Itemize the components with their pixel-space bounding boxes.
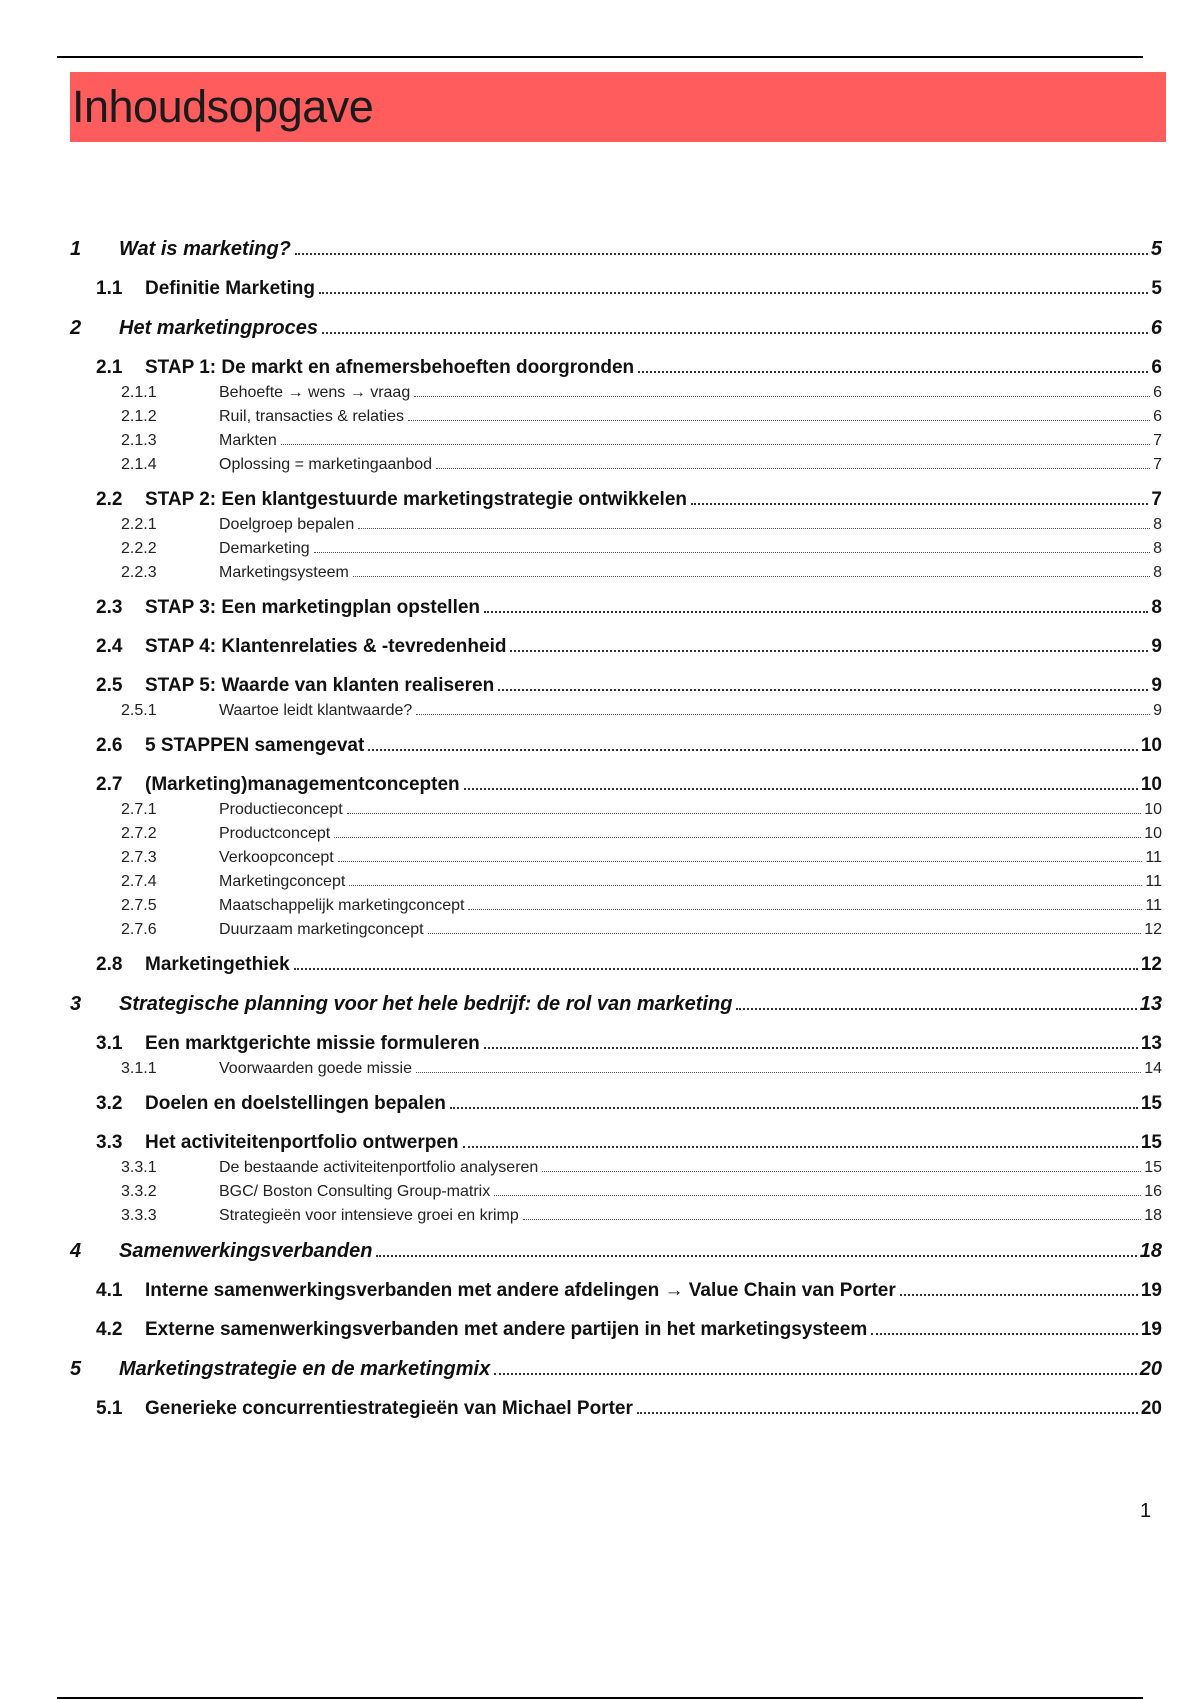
toc-entry[interactable] bbox=[70, 1358, 1162, 1389]
toc-entry-number: 3.3.3 bbox=[121, 1207, 157, 1224]
toc-entry-page: 10 bbox=[1140, 735, 1162, 756]
toc-dot-leader bbox=[542, 1171, 1141, 1172]
toc-entry[interactable] bbox=[70, 675, 1162, 705]
toc-entry-page: 8 bbox=[1153, 564, 1162, 581]
toc-entry-title: Ruil, transacties & relaties bbox=[219, 408, 404, 425]
toc-entry[interactable] bbox=[70, 825, 1162, 849]
toc-dot-leader bbox=[736, 1008, 1136, 1010]
toc-entry-number: 2.7.1 bbox=[121, 801, 157, 818]
toc-entry-title: Productieconcept bbox=[219, 801, 343, 818]
toc-entry-title: Marketingethiek bbox=[145, 954, 290, 975]
toc-entry[interactable] bbox=[70, 1093, 1162, 1123]
toc-entry-title: Productconcept bbox=[219, 825, 331, 842]
toc-dot-leader bbox=[353, 576, 1150, 577]
toc-entry-title: Behoefte → wens → vraag bbox=[219, 384, 411, 401]
toc-entry-page: 19 bbox=[1140, 1319, 1162, 1340]
toc-dot-leader bbox=[349, 885, 1142, 886]
toc-entry-number: 2.5.1 bbox=[121, 702, 157, 719]
table-of-contents bbox=[70, 238, 1162, 1428]
toc-entry-number: 2.1.3 bbox=[121, 432, 157, 449]
toc-entry-page: 15 bbox=[1144, 1159, 1162, 1176]
toc-entry-title: Een marktgerichte missie formuleren bbox=[145, 1033, 480, 1054]
toc-entry-page: 5 bbox=[1150, 238, 1162, 260]
toc-dot-leader bbox=[295, 253, 1148, 255]
toc-entry-number: 2.7.5 bbox=[121, 897, 157, 914]
toc-entry-title: Marketingsysteem bbox=[219, 564, 349, 581]
toc-entry[interactable] bbox=[70, 489, 1162, 519]
toc-dot-leader bbox=[498, 689, 1148, 691]
toc-entry-page: 6 bbox=[1153, 384, 1162, 401]
toc-dot-leader bbox=[408, 420, 1150, 421]
toc-dot-leader bbox=[436, 468, 1150, 469]
title-banner bbox=[70, 72, 1166, 142]
toc-entry-page: 7 bbox=[1153, 432, 1162, 449]
toc-entry-page: 7 bbox=[1153, 456, 1162, 473]
toc-entry-number: 2.5 bbox=[96, 675, 123, 696]
toc-entry-page: 10 bbox=[1144, 801, 1162, 818]
toc-entry[interactable] bbox=[70, 238, 1162, 269]
toc-dot-leader bbox=[494, 1195, 1141, 1196]
toc-entry-title: Interne samenwerkingsverbanden met andere afdelingen → Value Chain van Porter bbox=[145, 1280, 896, 1301]
toc-entry-number: 4.2 bbox=[96, 1319, 123, 1340]
toc-dot-leader bbox=[638, 371, 1148, 373]
toc-entry-title: Strategische planning voor het hele bedrijf: de rol van marketing bbox=[119, 993, 733, 1015]
toc-entry-title: Doelen en doelstellingen bepalen bbox=[145, 1093, 446, 1114]
toc-entry-page: 20 bbox=[1140, 1398, 1162, 1419]
toc-entry[interactable] bbox=[70, 993, 1162, 1024]
toc-entry-title: Definitie Marketing bbox=[145, 278, 315, 299]
toc-dot-leader bbox=[347, 813, 1142, 814]
toc-entry[interactable] bbox=[70, 897, 1162, 921]
toc-entry-page: 15 bbox=[1140, 1093, 1162, 1114]
toc-entry-number: 3.2 bbox=[96, 1093, 123, 1114]
toc-entry[interactable] bbox=[70, 540, 1162, 564]
toc-entry[interactable] bbox=[70, 1207, 1162, 1231]
toc-dot-leader bbox=[484, 1047, 1138, 1049]
toc-dot-leader bbox=[322, 332, 1148, 334]
toc-dot-leader bbox=[358, 528, 1150, 529]
toc-entry-page: 15 bbox=[1140, 1132, 1162, 1153]
page-title: Inhoudsopgave bbox=[72, 81, 374, 132]
toc-entry[interactable] bbox=[70, 432, 1162, 456]
toc-entry[interactable] bbox=[70, 1183, 1162, 1207]
toc-entry[interactable] bbox=[70, 1060, 1162, 1084]
toc-entry[interactable] bbox=[70, 1319, 1162, 1349]
toc-dot-leader bbox=[468, 909, 1142, 910]
toc-dot-leader bbox=[319, 292, 1148, 294]
toc-entry[interactable] bbox=[70, 873, 1162, 897]
toc-entry-number: 4.1 bbox=[96, 1280, 123, 1301]
toc-entry[interactable] bbox=[70, 1398, 1162, 1428]
toc-entry[interactable] bbox=[70, 1240, 1162, 1271]
toc-entry-page: 13 bbox=[1140, 1033, 1162, 1054]
toc-entry-number: 2.2.1 bbox=[121, 516, 157, 533]
toc-dot-leader bbox=[523, 1219, 1141, 1220]
toc-entry-page: 18 bbox=[1139, 1240, 1162, 1262]
toc-entry-title: Wat is marketing? bbox=[119, 238, 291, 260]
toc-entry-number: 3.3 bbox=[96, 1132, 123, 1153]
toc-entry-number: 2.6 bbox=[96, 735, 123, 756]
toc-dot-leader bbox=[637, 1412, 1138, 1414]
toc-entry[interactable] bbox=[70, 384, 1162, 408]
toc-entry[interactable] bbox=[70, 774, 1162, 804]
toc-entry-page: 20 bbox=[1139, 1358, 1162, 1380]
toc-entry-title: Het activiteitenportfolio ontwerpen bbox=[145, 1132, 459, 1153]
toc-entry-number: 2.7.2 bbox=[121, 825, 157, 842]
toc-entry[interactable] bbox=[70, 954, 1162, 984]
toc-entry-page: 9 bbox=[1153, 702, 1162, 719]
toc-entry-page: 8 bbox=[1151, 597, 1162, 618]
toc-entry-page: 11 bbox=[1145, 849, 1162, 866]
toc-entry[interactable] bbox=[70, 849, 1162, 873]
toc-entry-number: 2.7.3 bbox=[121, 849, 157, 866]
toc-dot-leader bbox=[428, 933, 1142, 934]
toc-entry-title: Maatschappelijk marketingconcept bbox=[219, 897, 465, 914]
toc-entry-title: STAP 5: Waarde van klanten realiseren bbox=[145, 675, 495, 696]
toc-entry-number: 3.3.1 bbox=[121, 1159, 157, 1176]
toc-entry-title: Verkoopconcept bbox=[219, 849, 334, 866]
toc-entry[interactable] bbox=[70, 278, 1162, 308]
toc-entry-number: 2.1 bbox=[96, 357, 123, 378]
toc-entry-page: 6 bbox=[1151, 357, 1162, 378]
toc-entry-page: 7 bbox=[1151, 489, 1162, 510]
toc-entry-number: 2.2.3 bbox=[121, 564, 157, 581]
toc-entry[interactable] bbox=[70, 702, 1162, 726]
toc-entry-number: 3.3.2 bbox=[121, 1183, 157, 1200]
toc-entry-number: 3.1 bbox=[96, 1033, 123, 1054]
toc-dot-leader bbox=[368, 749, 1138, 751]
toc-entry-number: 2.2.2 bbox=[121, 540, 157, 557]
toc-entry-page: 12 bbox=[1144, 921, 1162, 938]
toc-entry-page: 19 bbox=[1140, 1280, 1162, 1301]
toc-entry-title: Samenwerkingsverbanden bbox=[119, 1240, 373, 1262]
toc-entry[interactable] bbox=[70, 1159, 1162, 1183]
toc-entry[interactable] bbox=[70, 408, 1162, 432]
toc-entry-title: STAP 1: De markt en afnemersbehoeften doorgronden bbox=[145, 357, 635, 378]
toc-entry-page: 12 bbox=[1140, 954, 1162, 975]
top-rule bbox=[57, 56, 1143, 58]
toc-entry-title: Doelgroep bepalen bbox=[219, 516, 355, 533]
toc-entry-title: De bestaande activiteitenportfolio analyseren bbox=[219, 1159, 539, 1176]
toc-entry-number: 2.1.1 bbox=[121, 384, 157, 401]
toc-entry-number: 2.8 bbox=[96, 954, 123, 975]
toc-entry-page: 16 bbox=[1144, 1183, 1162, 1200]
toc-entry-page: 8 bbox=[1153, 516, 1162, 533]
toc-entry-page: 5 bbox=[1151, 278, 1162, 299]
toc-entry-page: 8 bbox=[1153, 540, 1162, 557]
toc-dot-leader bbox=[294, 968, 1138, 970]
toc-entry-title: Voorwaarden goede missie bbox=[219, 1060, 413, 1077]
toc-entry-page: 10 bbox=[1140, 774, 1162, 795]
toc-entry-title: (Marketing)managementconcepten bbox=[145, 774, 460, 795]
toc-entry-page: 13 bbox=[1139, 993, 1162, 1015]
toc-dot-leader bbox=[314, 552, 1150, 553]
toc-entry-page: 18 bbox=[1144, 1207, 1162, 1224]
toc-entry-page: 11 bbox=[1145, 897, 1162, 914]
toc-entry-number: 2.1.4 bbox=[121, 456, 157, 473]
toc-entry-title: Duurzaam marketingconcept bbox=[219, 921, 424, 938]
page-number: 1 bbox=[1140, 1500, 1152, 1522]
toc-entry-title: BGC/ Boston Consulting Group-matrix bbox=[219, 1183, 491, 1200]
toc-entry[interactable] bbox=[70, 317, 1162, 348]
toc-entry[interactable] bbox=[70, 636, 1162, 666]
toc-dot-leader bbox=[376, 1255, 1136, 1257]
toc-entry[interactable] bbox=[70, 597, 1162, 627]
toc-entry[interactable] bbox=[70, 1280, 1162, 1310]
toc-entry-number: 1.1 bbox=[96, 278, 123, 299]
toc-entry-number: 1 bbox=[70, 238, 82, 260]
toc-entry[interactable] bbox=[70, 516, 1162, 540]
toc-dot-leader bbox=[484, 611, 1148, 613]
toc-entry[interactable] bbox=[70, 357, 1162, 387]
toc-dot-leader bbox=[900, 1294, 1138, 1296]
toc-entry-page: 6 bbox=[1150, 317, 1162, 339]
toc-dot-leader bbox=[416, 1072, 1141, 1073]
toc-entry-title: Oplossing = marketingaanbod bbox=[219, 456, 433, 473]
toc-entry-title: Het marketingproces bbox=[119, 317, 318, 339]
toc-dot-leader bbox=[691, 503, 1148, 505]
toc-entry[interactable] bbox=[70, 801, 1162, 825]
toc-entry-number: 2.4 bbox=[96, 636, 123, 657]
toc-entry[interactable] bbox=[70, 1033, 1162, 1063]
toc-entry-title: Markten bbox=[219, 432, 277, 449]
toc-entry-title: Generieke concurrentiestrategieën van Michael Porter bbox=[145, 1398, 633, 1419]
toc-entry[interactable] bbox=[70, 735, 1162, 765]
toc-entry-title: STAP 4: Klantenrelaties & -tevredenheid bbox=[145, 636, 507, 657]
toc-entry-number: 2.7.6 bbox=[121, 921, 157, 938]
toc-entry-page: 14 bbox=[1144, 1060, 1162, 1077]
toc-dot-leader bbox=[281, 444, 1150, 445]
toc-dot-leader bbox=[334, 837, 1141, 838]
toc-entry-page: 9 bbox=[1151, 675, 1162, 696]
toc-entry-title: STAP 2: Een klantgestuurde marketingstrategie ontwikkelen bbox=[145, 489, 688, 510]
toc-dot-leader bbox=[414, 396, 1150, 397]
toc-entry-title: 5 STAPPEN samengevat bbox=[145, 735, 365, 756]
toc-dot-leader bbox=[450, 1107, 1138, 1109]
toc-entry-number: 4 bbox=[70, 1240, 82, 1262]
toc-entry-title: Externe samenwerkingsverbanden met andere partijen in het marketingsysteem bbox=[145, 1319, 868, 1340]
toc-entry-title: Marketingconcept bbox=[219, 873, 346, 890]
toc-entry-page: 10 bbox=[1144, 825, 1162, 842]
toc-entry-page: 11 bbox=[1145, 873, 1162, 890]
toc-entry-number: 3 bbox=[70, 993, 82, 1015]
toc-entry-number: 2.1.2 bbox=[121, 408, 157, 425]
toc-entry[interactable] bbox=[70, 456, 1162, 480]
toc-entry-number: 3.1.1 bbox=[121, 1060, 157, 1077]
toc-entry-title: Demarketing bbox=[219, 540, 310, 557]
toc-dot-leader bbox=[416, 714, 1150, 715]
toc-entry[interactable] bbox=[70, 921, 1162, 945]
toc-entry-number: 2.7.4 bbox=[121, 873, 157, 890]
toc-dot-leader bbox=[494, 1373, 1137, 1375]
bottom-rule bbox=[57, 1697, 1143, 1699]
toc-dot-leader bbox=[463, 1146, 1138, 1148]
toc-entry-page: 6 bbox=[1153, 408, 1162, 425]
toc-entry-number: 2.3 bbox=[96, 597, 123, 618]
toc-dot-leader bbox=[510, 650, 1148, 652]
toc-entry[interactable] bbox=[70, 564, 1162, 588]
toc-entry-title: Marketingstrategie en de marketingmix bbox=[119, 1358, 491, 1380]
toc-entry-number: 5 bbox=[70, 1358, 82, 1380]
toc-entry-title: STAP 3: Een marketingplan opstellen bbox=[145, 597, 481, 618]
toc-entry-title: Strategieën voor intensieve groei en krimp bbox=[219, 1207, 519, 1224]
toc-dot-leader bbox=[464, 788, 1138, 790]
toc-entry-number: 2 bbox=[70, 317, 82, 339]
toc-dot-leader bbox=[871, 1333, 1138, 1335]
toc-entry-page: 9 bbox=[1151, 636, 1162, 657]
toc-entry-number: 2.2 bbox=[96, 489, 123, 510]
toc-entry-number: 5.1 bbox=[96, 1398, 123, 1419]
toc-entry[interactable] bbox=[70, 1132, 1162, 1162]
toc-dot-leader bbox=[338, 861, 1143, 862]
toc-entry-title: Waartoe leidt klantwaarde? bbox=[219, 702, 413, 719]
toc-entry-number: 2.7 bbox=[96, 774, 123, 795]
